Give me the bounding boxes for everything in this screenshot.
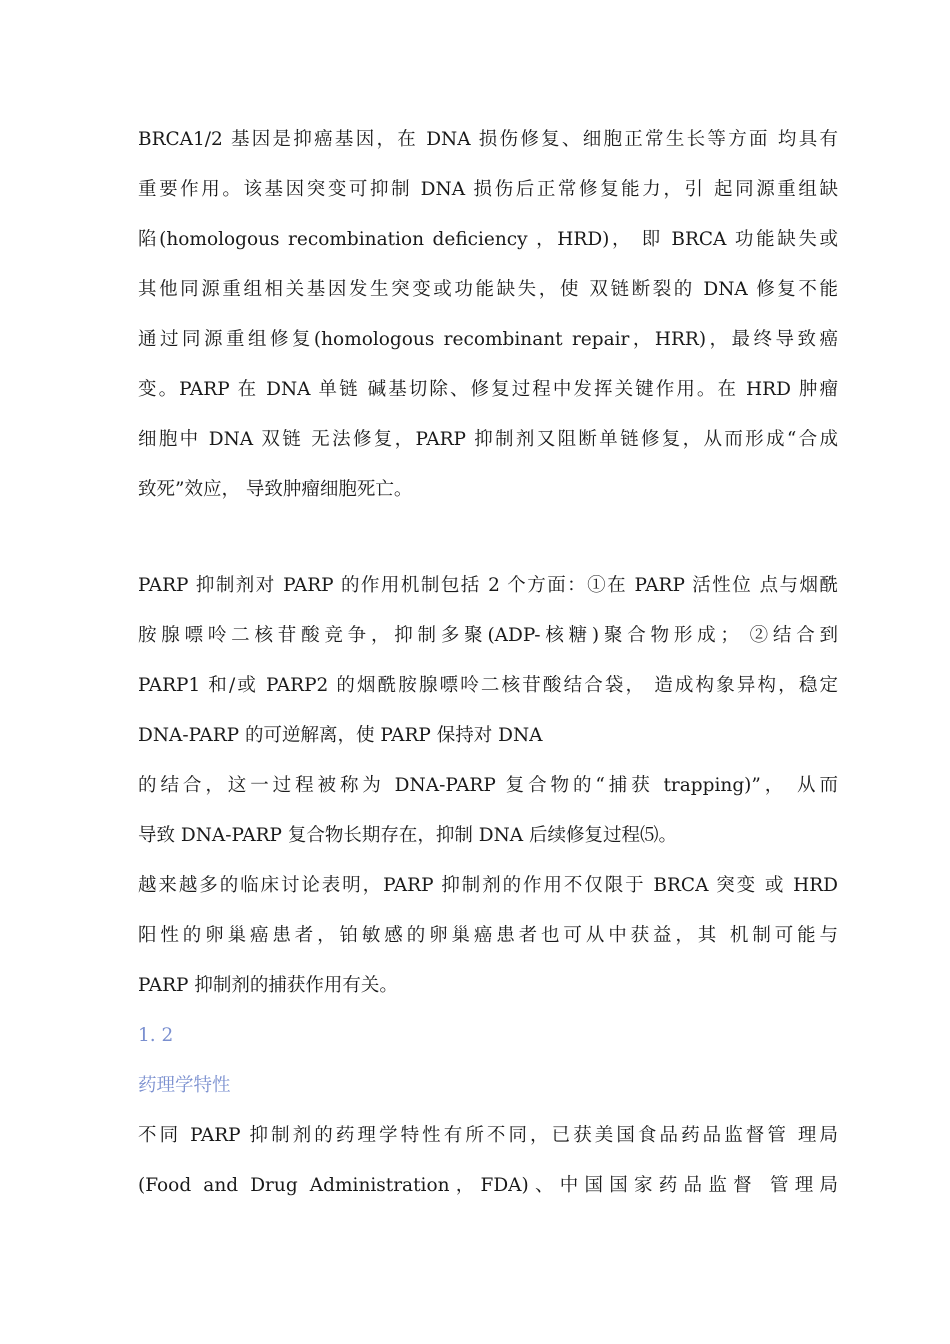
text-line: BRCA1/2 基因是抑癌基因，在 DNA 损伤修复、细胞正常生长等方面 均具有 bbox=[138, 129, 838, 150]
text-line: 致死”效应， 导致肿瘤细胞死亡。 bbox=[138, 479, 413, 500]
text-line: 重要作用。该基因突变可抑制 DNA 损伤后正常修复能力，引 起同源重组缺 bbox=[138, 179, 838, 200]
paragraph-parp-mechanism bbox=[138, 568, 838, 868]
text-line: PARP 抑制剂对 PARP 的作用机制包括 2 个方面：①在 PARP 活性位 点与烟酰 bbox=[138, 575, 838, 596]
text-line: PARP1 和/或 PARP2 的烟酰胺腺嘌呤二核苷酸结合袋， 造成构象异构，稳定 bbox=[138, 675, 838, 696]
text-line: 其他同源重组相关基因发生突变或功能缺失，使 双链断裂的 DNA 修复不能 bbox=[138, 279, 838, 300]
text-line: PARP 抑制剂的捕获作用有关。 bbox=[138, 975, 398, 996]
paragraph-gap bbox=[138, 522, 838, 568]
text-line: 通过同源重组修复(homologous recombinant repair，HRR)，最终导致癌 bbox=[138, 329, 838, 350]
text-line: (Food and Drug Administration，FDA)、中国国家药品监督 管理局 bbox=[138, 1175, 838, 1196]
section-number: 1. 2 bbox=[138, 1025, 174, 1046]
section-title: 药理学特性 bbox=[138, 1075, 231, 1096]
text-line: 胺腺嘌呤二核苷酸竞争，抑制多聚(ADP-核糖)聚合物形成； ②结合到 bbox=[138, 625, 838, 646]
text-line: 陷(homologous recombination deficiency ，HRD)， 即 BRCA 功能缺失或 bbox=[138, 229, 838, 250]
paragraph-brca-hrd bbox=[138, 122, 838, 522]
text-line: 的结合，这一过程被称为 DNA-PARP 复合物的“捕获 trapping)”， 从而 bbox=[138, 775, 838, 796]
paragraph-pharmacology bbox=[138, 1118, 838, 1218]
paragraph-clinical bbox=[138, 868, 838, 1018]
text-line: 越来越多的临床讨论表明，PARP 抑制剂的作用不仅限于 BRCA 突变 或 HRD bbox=[138, 875, 838, 896]
text-line: 细胞中 DNA 双链 无法修复，PARP 抑制剂又阻断单链修复，从而形成“合成 bbox=[138, 429, 838, 450]
text-line: 不同 PARP 抑制剂的药理学特性有所不同，已获美国食品药品监督管 理局 bbox=[138, 1125, 838, 1146]
text-line: DNA-PARP 的可逆解离，使 PARP 保持对 DNA bbox=[138, 725, 543, 746]
text-line: 导致 DNA-PARP 复合物长期存在，抑制 DNA 后续修复过程⑸。 bbox=[138, 825, 678, 846]
document-page bbox=[138, 122, 838, 1218]
text-line: 变。PARP 在 DNA 单链 碱基切除、修复过程中发挥关键作用。在 HRD 肿瘤 bbox=[138, 379, 838, 400]
text-line: 阳性的卵巢癌患者，铂敏感的卵巢癌患者也可从中获益，其 机制可能与 bbox=[138, 925, 838, 946]
